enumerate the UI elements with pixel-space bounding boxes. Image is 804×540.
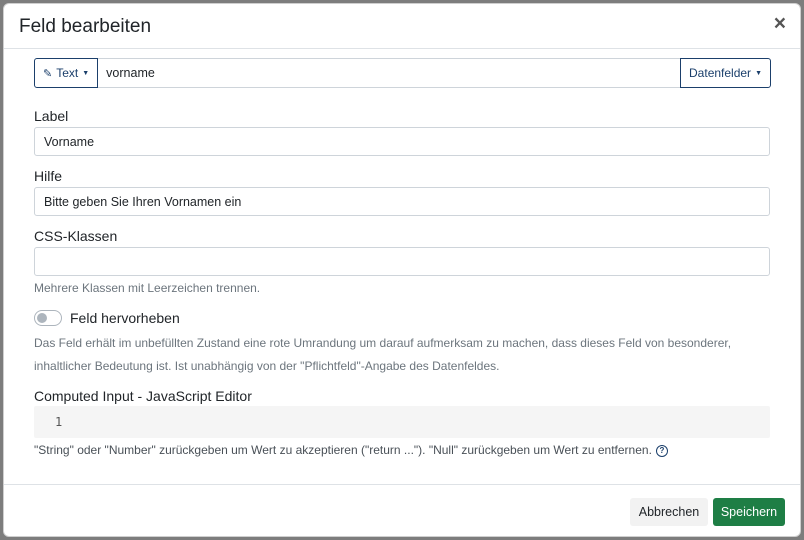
modal-footer (4, 484, 800, 537)
css-classes-hint: Mehrere Klassen mit Leerzeichen trennen. (34, 281, 261, 295)
datafields-dropdown-button[interactable] (680, 58, 771, 88)
css-classes-input[interactable] (34, 247, 770, 276)
label-field-label: Label (34, 108, 69, 124)
highlight-description: Das Feld erhält im unbefüllten Zustand eine rote Umrandung um darauf aufmerksam zu machen, dass dieses Feld von besonderer, inhaltlicher Bedeutung ist. Ist unabhängig von der "Pflichtfeld"-Angabe des Datenfeldes. (34, 336, 732, 373)
datafields-label: Datenfelder (689, 66, 752, 80)
pencil-icon: ✎ (43, 67, 53, 80)
modal-body (4, 49, 800, 484)
js-editor-label: Computed Input - JavaScript Editor (34, 388, 252, 404)
field-type-dropdown-button[interactable] (34, 58, 98, 88)
js-editor-note (34, 439, 668, 462)
field-name-input[interactable] (98, 58, 680, 88)
help-input[interactable] (34, 187, 770, 216)
field-type-label: Text (56, 66, 79, 80)
label-input[interactable] (34, 127, 770, 156)
close-icon[interactable]: × (773, 12, 786, 35)
cancel-button[interactable]: Abbrechen (630, 498, 708, 526)
caret-down-icon: ▼ (82, 69, 90, 77)
save-button[interactable]: Speichern (713, 498, 785, 526)
help-field-label: Hilfe (34, 168, 63, 184)
js-code-editor[interactable] (34, 406, 770, 438)
caret-down-icon: ▼ (755, 69, 762, 77)
field-source-row (34, 58, 771, 88)
highlight-toggle[interactable] (34, 310, 62, 326)
js-editor-note-text: "String" oder "Number" zurückgeben um Wert zu akzeptieren ("return ..."). "Null" zurückgeben um Wert zu entfernen. (34, 443, 652, 457)
edit-field-dialog (3, 3, 801, 537)
modal-header (4, 4, 800, 49)
line-number: 1 (55, 415, 63, 429)
highlight-toggle-label: Feld hervorheben (70, 310, 180, 326)
css-classes-field-label: CSS-Klassen (34, 228, 118, 244)
help-circle-icon[interactable]: ? (656, 445, 668, 457)
toggle-knob (37, 313, 47, 323)
modal-title: Feld bearbeiten (19, 16, 152, 37)
